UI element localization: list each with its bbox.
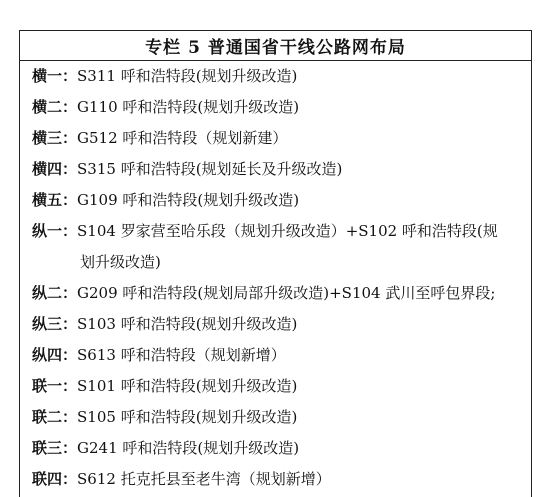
route-text: S311 呼和浩特段(规划升级改造)	[77, 67, 298, 85]
route-row	[32, 464, 525, 495]
route-text: S613 呼和浩特段（规划新增）	[77, 346, 286, 364]
route-text: S103 呼和浩特段(规划升级改造)	[77, 315, 298, 333]
route-label: 纵三：	[32, 315, 78, 333]
route-text: S612 托克托县至老牛湾（规划新增）	[77, 470, 331, 488]
route-row	[32, 154, 525, 185]
route-text: S315 呼和浩特段(规划延长及升级改造)	[77, 160, 343, 178]
route-text-continuation: 划升级改造)	[80, 253, 161, 271]
route-label: 纵二：	[32, 284, 78, 302]
route-label: 联二：	[32, 408, 78, 426]
route-text: G109 呼和浩特段(规划升级改造)	[77, 191, 300, 209]
route-text: G241 呼和浩特段(规划升级改造)	[77, 439, 300, 457]
route-text: S105 呼和浩特段(规划升级改造)	[77, 408, 298, 426]
route-label: 横五：	[32, 191, 78, 209]
route-label: 横一：	[32, 67, 78, 85]
route-row	[32, 371, 525, 402]
route-row	[32, 402, 525, 433]
route-label: 联四：	[32, 470, 78, 488]
table-title: 专栏 5 普通国省干线公路网布局	[20, 31, 531, 61]
route-text: S101 呼和浩特段(规划升级改造)	[77, 377, 298, 395]
route-text: S104 罗家营至哈乐段（规划升级改造）+S102 呼和浩特段(规	[77, 222, 498, 240]
route-row	[32, 340, 525, 371]
route-text: G110 呼和浩特段(规划升级改造)	[77, 98, 300, 116]
table-frame	[19, 30, 532, 497]
route-row	[32, 433, 525, 464]
route-label: 横三：	[32, 129, 78, 147]
route-label: 联一：	[32, 377, 78, 395]
route-row	[32, 278, 525, 309]
route-row	[32, 61, 525, 92]
route-label: 横四：	[32, 160, 78, 178]
route-label: 纵四：	[32, 346, 78, 364]
route-row	[32, 309, 525, 340]
route-row	[32, 185, 525, 216]
route-row	[32, 92, 525, 123]
route-text: G209 呼和浩特段(规划局部升级改造)+S104 武川至呼包界段;	[77, 284, 496, 302]
route-row	[32, 123, 525, 154]
route-label: 横二：	[32, 98, 78, 116]
route-text: G512 呼和浩特段（规划新建）	[77, 129, 288, 147]
route-row	[32, 216, 525, 247]
route-label: 联三：	[32, 439, 78, 457]
route-label: 纵一：	[32, 222, 78, 240]
